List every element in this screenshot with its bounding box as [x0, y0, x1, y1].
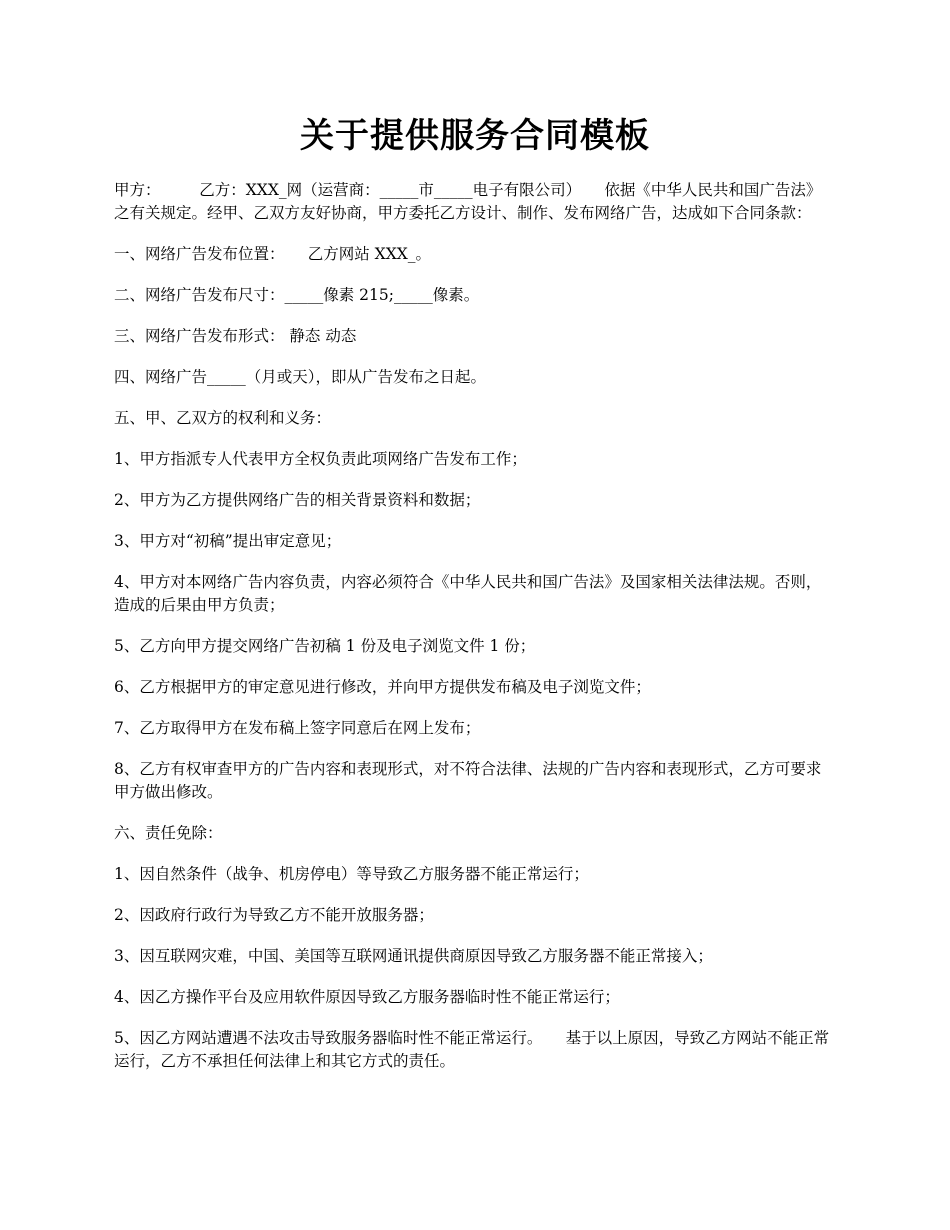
clause-6-item-1: 1、因自然条件（战争、机房停电）等导致乙方服务器不能正常运行；	[114, 865, 589, 883]
clause-1-position: 一、网络广告发布位置： 乙方网站 XXX_。	[114, 245, 432, 263]
clause-5-item-1: 1、甲方指派专人代表甲方全权负责此项网络广告发布工作；	[114, 450, 527, 468]
document-title: 关于提供服务合同模板	[300, 116, 650, 156]
intro-paragraph: 甲方： 乙方：XXX_网（运营商：_____市_____电子有限公司） 依据《中华人民共和国广告法》之有关规定。经甲、乙双方友好协商，甲方委托乙方设计、制作、发布网络广告，达成如下合同条款：	[114, 181, 822, 222]
clause-5-item-4: 4、甲方对本网络广告内容负责，内容必须符合《中华人民共和国广告法》及国家相关法律法规。否则，造成的后果由甲方负责；	[114, 573, 822, 614]
clause-6-item-5: 5、因乙方网站遭遇不法攻击导致服务器临时性不能正常运行。 基于以上原因，导致乙方网站不能正常运行，乙方不承担任何法律上和其它方式的责任。	[114, 1029, 830, 1070]
clause-2-size: 二、网络广告发布尺寸：_____像素 215;_____像素。	[114, 286, 480, 304]
clause-6-item-4: 4、因乙方操作平台及应用软件原因导致乙方服务器临时性不能正常运行；	[114, 988, 620, 1006]
clause-6-item-2: 2、因政府行政行为导致乙方不能开放服务器；	[114, 906, 434, 924]
clause-4-duration: 四、网络广告_____（月或天），即从广告发布之日起。	[114, 368, 487, 386]
clause-3-format: 三、网络广告发布形式： 静态 动态	[114, 327, 357, 345]
clause-5-item-2: 2、甲方为乙方提供网络广告的相关背景资料和数据；	[114, 491, 481, 509]
clause-5-item-6: 6、乙方根据甲方的审定意见进行修改，并向甲方提供发布稿及电子浏览文件；	[114, 678, 651, 696]
clause-5-item-5: 5、乙方向甲方提交网络广告初稿 1 份及电子浏览文件 1 份；	[114, 637, 536, 655]
clause-5-item-3: 3、甲方对“初稿”提出审定意见；	[114, 532, 342, 550]
clause-5-item-8: 8、乙方有权审查甲方的广告内容和表现形式，对不符合法律、法规的广告内容和表现形式，乙方可要求甲方做出修改。	[114, 760, 822, 801]
clause-6-item-3: 3、因互联网灾难，中国、美国等互联网通讯提供商原因导致乙方服务器不能正常接入；	[114, 947, 713, 965]
clause-5-item-7: 7、乙方取得甲方在发布稿上签字同意后在网上发布；	[114, 719, 481, 737]
clause-5-heading: 五、甲、乙双方的权利和义务：	[114, 409, 332, 427]
document-body	[114, 179, 836, 1091]
clause-6-heading: 六、责任免除：	[114, 824, 223, 842]
